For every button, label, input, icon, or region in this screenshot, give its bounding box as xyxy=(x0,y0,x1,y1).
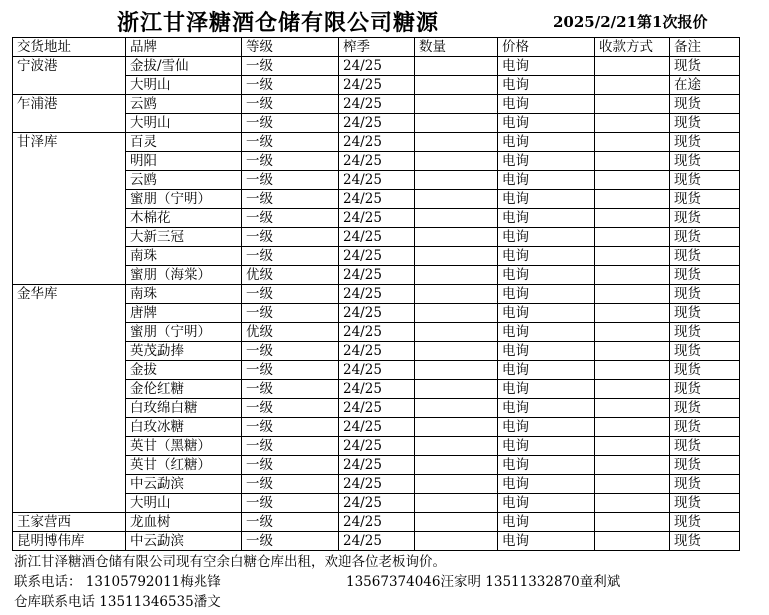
cell-qty xyxy=(415,475,498,494)
cell-brand: 蜜朋（宁明） xyxy=(126,190,242,209)
cell-payment xyxy=(595,361,670,380)
cell-season: 24/25 xyxy=(339,209,415,228)
cell-payment xyxy=(595,399,670,418)
cell-qty xyxy=(415,361,498,380)
cell-qty xyxy=(415,209,498,228)
cell-grade: 一级 xyxy=(242,456,339,475)
cell-grade: 一级 xyxy=(242,513,339,532)
cell-location xyxy=(13,361,126,380)
cell-note: 现货 xyxy=(670,114,740,133)
quote-date: 2025/2/21第1次报价 xyxy=(553,13,708,31)
cell-qty xyxy=(415,57,498,76)
cell-grade: 一级 xyxy=(242,114,339,133)
cell-payment xyxy=(595,190,670,209)
cell-grade: 一级 xyxy=(242,475,339,494)
cell-location: 昆明博伟库 xyxy=(13,532,126,551)
cell-location xyxy=(13,209,126,228)
cell-qty xyxy=(415,247,498,266)
cell-location xyxy=(13,475,126,494)
table-row xyxy=(13,152,740,171)
cell-grade: 一级 xyxy=(242,361,339,380)
cell-brand: 白玫绵白糖 xyxy=(126,399,242,418)
cell-season: 24/25 xyxy=(339,76,415,95)
cell-season: 24/25 xyxy=(339,285,415,304)
cell-grade: 一级 xyxy=(242,152,339,171)
cell-price: 电询 xyxy=(498,95,595,114)
cell-season: 24/25 xyxy=(339,380,415,399)
cell-note: 现货 xyxy=(670,532,740,551)
cell-payment xyxy=(595,76,670,95)
cell-season: 24/25 xyxy=(339,171,415,190)
cell-price: 电询 xyxy=(498,133,595,152)
cell-location xyxy=(13,342,126,361)
cell-brand: 中云勐滨 xyxy=(126,532,242,551)
cell-price: 电询 xyxy=(498,513,595,532)
cell-season: 24/25 xyxy=(339,437,415,456)
column-header: 榨季 xyxy=(339,38,415,57)
cell-note: 现货 xyxy=(670,95,740,114)
cell-location xyxy=(13,171,126,190)
cell-location: 乍浦港 xyxy=(13,95,126,114)
cell-location: 王家营西 xyxy=(13,513,126,532)
cell-location xyxy=(13,437,126,456)
cell-payment xyxy=(595,285,670,304)
table-row xyxy=(13,76,740,95)
cell-brand: 明阳 xyxy=(126,152,242,171)
cell-payment xyxy=(595,437,670,456)
cell-qty xyxy=(415,95,498,114)
cell-qty xyxy=(415,190,498,209)
table-row xyxy=(13,285,740,304)
cell-price: 电询 xyxy=(498,361,595,380)
cell-payment xyxy=(595,418,670,437)
cell-price: 电询 xyxy=(498,285,595,304)
page-title: 浙江甘泽糖酒仓储有限公司糖源 xyxy=(117,10,440,36)
cell-brand: 金拔/雪仙 xyxy=(126,57,242,76)
cell-note: 现货 xyxy=(670,418,740,437)
cell-brand: 云鸥 xyxy=(126,171,242,190)
cell-payment xyxy=(595,57,670,76)
cell-price: 电询 xyxy=(498,399,595,418)
cell-season: 24/25 xyxy=(339,361,415,380)
cell-qty xyxy=(415,399,498,418)
cell-payment xyxy=(595,95,670,114)
cell-note: 现货 xyxy=(670,209,740,228)
cell-qty xyxy=(415,532,498,551)
cell-price: 电询 xyxy=(498,76,595,95)
cell-payment xyxy=(595,323,670,342)
contact-phone-2: 13567374046汪家明 13511332870童利斌 xyxy=(346,574,621,590)
cell-payment xyxy=(595,114,670,133)
table-row xyxy=(13,475,740,494)
table-row xyxy=(13,399,740,418)
cell-price: 电询 xyxy=(498,190,595,209)
table-row xyxy=(13,133,740,152)
cell-qty xyxy=(415,437,498,456)
cell-price: 电询 xyxy=(498,247,595,266)
cell-location xyxy=(13,228,126,247)
cell-note: 现货 xyxy=(670,456,740,475)
cell-location xyxy=(13,247,126,266)
cell-payment xyxy=(595,133,670,152)
cell-location xyxy=(13,418,126,437)
cell-brand: 龙血树 xyxy=(126,513,242,532)
table-row xyxy=(13,114,740,133)
cell-price: 电询 xyxy=(498,456,595,475)
cell-brand: 百灵 xyxy=(126,133,242,152)
cell-price: 电询 xyxy=(498,342,595,361)
cell-qty xyxy=(415,418,498,437)
cell-price: 电询 xyxy=(498,532,595,551)
cell-payment xyxy=(595,304,670,323)
cell-note: 现货 xyxy=(670,247,740,266)
cell-price: 电询 xyxy=(498,171,595,190)
cell-note: 现货 xyxy=(670,361,740,380)
cell-payment xyxy=(595,380,670,399)
cell-grade: 一级 xyxy=(242,190,339,209)
cell-qty xyxy=(415,380,498,399)
cell-brand: 南珠 xyxy=(126,247,242,266)
cell-note: 现货 xyxy=(670,133,740,152)
table-header-row xyxy=(13,38,740,57)
cell-season: 24/25 xyxy=(339,190,415,209)
cell-note: 现货 xyxy=(670,304,740,323)
table-row xyxy=(13,57,740,76)
footer-notice: 浙江甘泽糖酒仓储有限公司现有空余白糖仓库出租，欢迎各位老板询价。 xyxy=(14,554,446,570)
cell-price: 电询 xyxy=(498,228,595,247)
table-row xyxy=(13,494,740,513)
cell-brand: 大新三冠 xyxy=(126,228,242,247)
cell-brand: 英甘（黑糖） xyxy=(126,437,242,456)
cell-price: 电询 xyxy=(498,323,595,342)
cell-season: 24/25 xyxy=(339,418,415,437)
table-row xyxy=(13,304,740,323)
table-row xyxy=(13,513,740,532)
cell-location xyxy=(13,304,126,323)
cell-season: 24/25 xyxy=(339,532,415,551)
cell-qty xyxy=(415,494,498,513)
cell-brand: 南珠 xyxy=(126,285,242,304)
cell-grade: 一级 xyxy=(242,418,339,437)
cell-payment xyxy=(595,152,670,171)
cell-price: 电询 xyxy=(498,152,595,171)
cell-grade: 一级 xyxy=(242,57,339,76)
cell-note: 现货 xyxy=(670,475,740,494)
column-header: 数量 xyxy=(415,38,498,57)
cell-note: 现货 xyxy=(670,494,740,513)
cell-note: 在途 xyxy=(670,76,740,95)
cell-location xyxy=(13,399,126,418)
cell-season: 24/25 xyxy=(339,456,415,475)
cell-note: 现货 xyxy=(670,171,740,190)
cell-note: 现货 xyxy=(670,513,740,532)
cell-qty xyxy=(415,76,498,95)
cell-note: 现货 xyxy=(670,190,740,209)
column-header: 收款方式 xyxy=(595,38,670,57)
cell-price: 电询 xyxy=(498,266,595,285)
cell-grade: 一级 xyxy=(242,247,339,266)
cell-price: 电询 xyxy=(498,494,595,513)
cell-price: 电询 xyxy=(498,380,595,399)
cell-qty xyxy=(415,133,498,152)
cell-note: 现货 xyxy=(670,342,740,361)
cell-brand: 蜜朋（宁明） xyxy=(126,323,242,342)
cell-season: 24/25 xyxy=(339,133,415,152)
cell-grade: 一级 xyxy=(242,399,339,418)
cell-season: 24/25 xyxy=(339,475,415,494)
table-row xyxy=(13,266,740,285)
footer-contacts xyxy=(14,570,621,590)
cell-grade: 一级 xyxy=(242,304,339,323)
cell-payment xyxy=(595,228,670,247)
cell-brand: 英茂勐捧 xyxy=(126,342,242,361)
cell-price: 电询 xyxy=(498,437,595,456)
cell-grade: 一级 xyxy=(242,95,339,114)
cell-payment xyxy=(595,247,670,266)
cell-brand: 唐牌 xyxy=(126,304,242,323)
cell-season: 24/25 xyxy=(339,114,415,133)
cell-grade: 一级 xyxy=(242,133,339,152)
cell-price: 电询 xyxy=(498,209,595,228)
cell-brand: 白玫冰糖 xyxy=(126,418,242,437)
column-header: 交货地址 xyxy=(13,38,126,57)
cell-grade: 一级 xyxy=(242,209,339,228)
cell-grade: 一级 xyxy=(242,437,339,456)
cell-note: 现货 xyxy=(670,228,740,247)
cell-season: 24/25 xyxy=(339,152,415,171)
cell-brand: 木棉花 xyxy=(126,209,242,228)
cell-qty xyxy=(415,456,498,475)
cell-payment xyxy=(595,456,670,475)
cell-payment xyxy=(595,171,670,190)
cell-location xyxy=(13,266,126,285)
cell-note: 现货 xyxy=(670,380,740,399)
cell-brand: 中云勐滨 xyxy=(126,475,242,494)
cell-season: 24/25 xyxy=(339,323,415,342)
cell-grade: 一级 xyxy=(242,342,339,361)
cell-location xyxy=(13,76,126,95)
cell-brand: 金伦红糖 xyxy=(126,380,242,399)
table-row xyxy=(13,323,740,342)
cell-price: 电询 xyxy=(498,304,595,323)
cell-note: 现货 xyxy=(670,323,740,342)
warehouse-contact: 仓库联系电话 13511346535潘文 xyxy=(14,594,221,610)
cell-qty xyxy=(415,285,498,304)
cell-grade: 一级 xyxy=(242,285,339,304)
table-row xyxy=(13,532,740,551)
table-row xyxy=(13,209,740,228)
cell-note: 现货 xyxy=(670,57,740,76)
cell-location: 金华库 xyxy=(13,285,126,304)
cell-brand: 金拔 xyxy=(126,361,242,380)
cell-season: 24/25 xyxy=(339,266,415,285)
cell-grade: 优级 xyxy=(242,266,339,285)
cell-location xyxy=(13,190,126,209)
cell-season: 24/25 xyxy=(339,304,415,323)
table-row xyxy=(13,95,740,114)
cell-grade: 一级 xyxy=(242,532,339,551)
table-row xyxy=(13,361,740,380)
cell-location xyxy=(13,380,126,399)
cell-qty xyxy=(415,114,498,133)
contact-phone-1: 联系电话： 13105792011梅兆锋 xyxy=(14,574,221,590)
cell-qty xyxy=(415,304,498,323)
cell-payment xyxy=(595,494,670,513)
table-row xyxy=(13,380,740,399)
cell-brand: 蜜朋（海棠） xyxy=(126,266,242,285)
table-row xyxy=(13,342,740,361)
cell-grade: 一级 xyxy=(242,171,339,190)
cell-season: 24/25 xyxy=(339,494,415,513)
cell-location xyxy=(13,494,126,513)
cell-note: 现货 xyxy=(670,437,740,456)
cell-location: 甘泽库 xyxy=(13,133,126,152)
cell-season: 24/25 xyxy=(339,247,415,266)
table-row xyxy=(13,418,740,437)
table-row xyxy=(13,437,740,456)
cell-location xyxy=(13,323,126,342)
cell-price: 电询 xyxy=(498,418,595,437)
cell-qty xyxy=(415,342,498,361)
cell-payment xyxy=(595,342,670,361)
cell-grade: 优级 xyxy=(242,323,339,342)
table-row xyxy=(13,228,740,247)
cell-grade: 一级 xyxy=(242,494,339,513)
cell-brand: 英甘（红糖） xyxy=(126,456,242,475)
cell-payment xyxy=(595,209,670,228)
cell-location xyxy=(13,152,126,171)
cell-season: 24/25 xyxy=(339,228,415,247)
cell-location: 宁波港 xyxy=(13,57,126,76)
cell-season: 24/25 xyxy=(339,95,415,114)
cell-qty xyxy=(415,323,498,342)
column-header: 等级 xyxy=(242,38,339,57)
table-row xyxy=(13,247,740,266)
cell-brand: 大明山 xyxy=(126,114,242,133)
cell-season: 24/25 xyxy=(339,342,415,361)
cell-price: 电询 xyxy=(498,475,595,494)
cell-note: 现货 xyxy=(670,399,740,418)
cell-price: 电询 xyxy=(498,57,595,76)
price-table xyxy=(12,37,740,551)
cell-note: 现货 xyxy=(670,285,740,304)
table-row xyxy=(13,190,740,209)
cell-location xyxy=(13,456,126,475)
cell-payment xyxy=(595,513,670,532)
cell-grade: 一级 xyxy=(242,228,339,247)
cell-note: 现货 xyxy=(670,152,740,171)
cell-qty xyxy=(415,266,498,285)
cell-payment xyxy=(595,532,670,551)
cell-qty xyxy=(415,171,498,190)
cell-season: 24/25 xyxy=(339,57,415,76)
cell-payment xyxy=(595,266,670,285)
cell-qty xyxy=(415,152,498,171)
cell-qty xyxy=(415,228,498,247)
table-row xyxy=(13,456,740,475)
cell-payment xyxy=(595,475,670,494)
cell-season: 24/25 xyxy=(339,399,415,418)
table-row xyxy=(13,171,740,190)
cell-price: 电询 xyxy=(498,114,595,133)
cell-grade: 一级 xyxy=(242,380,339,399)
column-header: 价格 xyxy=(498,38,595,57)
cell-season: 24/25 xyxy=(339,513,415,532)
column-header: 备注 xyxy=(670,38,740,57)
cell-brand: 云鸥 xyxy=(126,95,242,114)
cell-grade: 一级 xyxy=(242,76,339,95)
column-header: 品牌 xyxy=(126,38,242,57)
cell-note: 现货 xyxy=(670,266,740,285)
cell-location xyxy=(13,114,126,133)
cell-qty xyxy=(415,513,498,532)
cell-brand: 大明山 xyxy=(126,76,242,95)
cell-brand: 大明山 xyxy=(126,494,242,513)
